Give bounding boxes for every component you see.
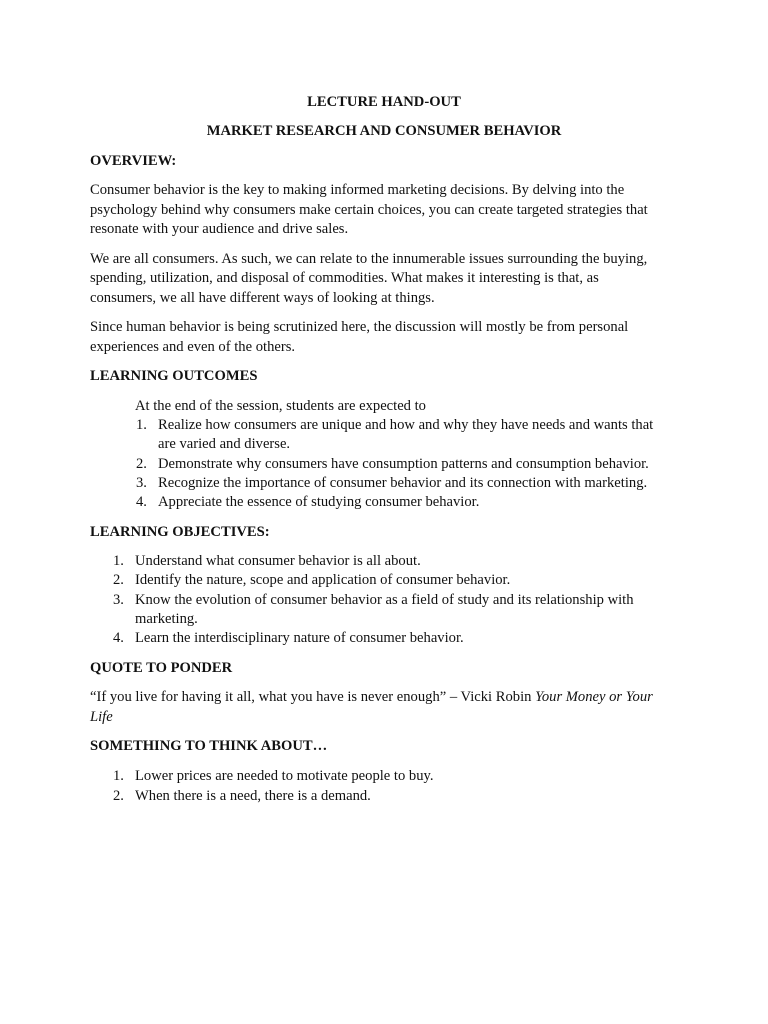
- objectives-item-3-line-2: marketing.: [135, 611, 198, 627]
- outcomes-item-1-number: 1.: [136, 417, 147, 433]
- quote-line-1: [90, 687, 653, 707]
- objectives-item-4-line-1: Learn the interdisciplinary nature of consumer behavior.: [135, 630, 464, 646]
- quote-heading: QUOTE TO PONDER: [90, 660, 233, 676]
- overview-paragraph-2-line-3: consumers, we all have different ways of looking at things.: [90, 290, 435, 306]
- think-item-1-line-1: Lower prices are needed to motivate people to buy.: [135, 768, 434, 784]
- think-heading: SOMETHING TO THINK ABOUT…: [90, 738, 328, 754]
- document-subtitle: MARKET RESEARCH AND CONSUMER BEHAVIOR: [206, 123, 562, 139]
- objectives-item-4-number: 4.: [113, 630, 124, 646]
- overview-paragraph-2-line-1: We are all consumers. As such, we can relate to the innumerable issues surrounding the buying,: [90, 251, 648, 267]
- overview-paragraph-1-line-3: resonate with your audience and drive sales.: [90, 221, 349, 237]
- objectives-item-1-number: 1.: [113, 553, 124, 569]
- outcomes-intro: At the end of the session, students are expected to: [135, 398, 426, 414]
- quote-text: “If you live for having it all, what you have is never enough” – Vicki Robin: [90, 689, 536, 705]
- objectives-heading: LEARNING OBJECTIVES:: [90, 524, 270, 540]
- objectives-item-3-line-1: Know the evolution of consumer behavior as a field of study and its relationship with: [135, 592, 634, 608]
- outcomes-heading: LEARNING OUTCOMES: [90, 368, 258, 384]
- outcomes-item-4-number: 4.: [136, 494, 147, 510]
- quote-source-title: Your Money or Your: [535, 689, 653, 705]
- objectives-item-3-number: 3.: [113, 592, 124, 608]
- outcomes-item-4-line-1: Appreciate the essence of studying consumer behavior.: [158, 494, 480, 510]
- overview-paragraph-1-line-2: psychology behind why consumers make certain choices, you can create targeted strategies that: [90, 202, 648, 218]
- quote-line-2: [90, 707, 113, 727]
- objectives-item-2-number: 2.: [113, 572, 124, 588]
- document-title: LECTURE HAND-OUT: [307, 94, 461, 110]
- outcomes-item-1-line-1: Realize how consumers are unique and how and why they have needs and wants that: [158, 417, 654, 433]
- outcomes-item-3-line-1: Recognize the importance of consumer behavior and its connection with marketing.: [158, 475, 648, 491]
- overview-paragraph-3-line-1: Since human behavior is being scrutinized here, the discussion will mostly be from personal: [90, 319, 629, 335]
- think-item-2-line-1: When there is a need, there is a demand.: [135, 788, 371, 804]
- objectives-item-2-line-1: Identify the nature, scope and application of consumer behavior.: [135, 572, 511, 588]
- overview-paragraph-3-line-2: experiences and even of the others.: [90, 339, 296, 355]
- outcomes-item-1-line-2: are varied and diverse.: [158, 436, 291, 452]
- overview-paragraph-2-line-2: spending, utilization, and disposal of commodities. What makes it interesting is that, as: [90, 270, 599, 286]
- quote-source-title-continued: Life: [90, 709, 113, 725]
- think-item-2-number: 2.: [113, 788, 124, 804]
- overview-paragraph-1-line-1: Consumer behavior is the key to making informed marketing decisions. By delving into the: [90, 182, 625, 198]
- outcomes-item-2-number: 2.: [136, 456, 147, 472]
- objectives-item-1-line-1: Understand what consumer behavior is all about.: [135, 553, 421, 569]
- outcomes-item-3-number: 3.: [136, 475, 147, 491]
- think-item-1-number: 1.: [113, 768, 124, 784]
- outcomes-item-2-line-1: Demonstrate why consumers have consumption patterns and consumption behavior.: [158, 456, 649, 472]
- overview-heading: OVERVIEW:: [90, 153, 177, 169]
